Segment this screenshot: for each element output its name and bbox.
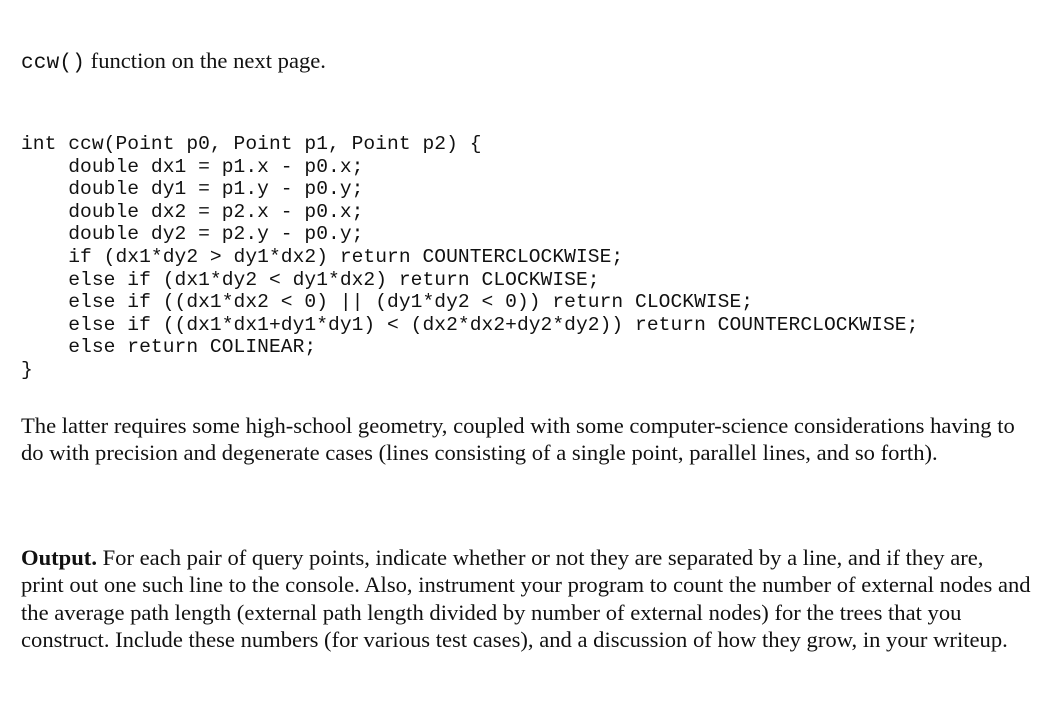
output-text: For each pair of query points, indicate whether or not they are separated by a line, and if they are, print out one such line to the console. Also, instrument your program to count the number of external nodes and the average path length (external path length divided by number of external nodes) for the trees that you construct. Include these numbers (for various test cases), and a discussion of how they grow, in your writeup. [21, 545, 1031, 653]
output-label: Output. [21, 545, 97, 570]
code-line: else return COLINEAR; [21, 336, 317, 359]
code-line: else if ((dx1*dx1+dy1*dy1) < (dx2*dx2+dy2*dy2)) return COUNTERCLOCKWISE; [21, 313, 919, 336]
code-line: int ccw(Point p0, Point p1, Point p2) { [21, 133, 482, 155]
intro-text: function on the next page. [85, 48, 326, 73]
latter-paragraph: The latter requires some high-school geometry, coupled with some computer-science considerations having to do with precision and degenerate cases (lines consisting of a single point, parallel lines, and so forth). [21, 413, 1015, 466]
code-line: else if (dx1*dy2 < dy1*dx2) return CLOCKWISE; [21, 268, 600, 291]
code-line: double dx1 = p1.x - p0.x; [21, 155, 364, 178]
intro-line [21, 47, 326, 77]
ccw-function-name: ccw() [21, 52, 86, 75]
code-line: else if ((dx1*dx2 < 0) || (dy1*dy2 < 0)) return CLOCKWISE; [21, 291, 754, 314]
ccw-code-block [21, 133, 918, 382]
code-line: double dy2 = p2.y - p0.y; [21, 223, 364, 246]
code-line: double dy1 = p1.y - p0.y; [21, 178, 364, 201]
code-line: if (dx1*dy2 > dy1*dx2) return COUNTERCLOCKWISE; [21, 245, 624, 268]
code-line: double dx2 = p2.x - p0.x; [21, 200, 364, 223]
code-line: } [21, 358, 33, 381]
output-paragraph [21, 544, 1031, 654]
